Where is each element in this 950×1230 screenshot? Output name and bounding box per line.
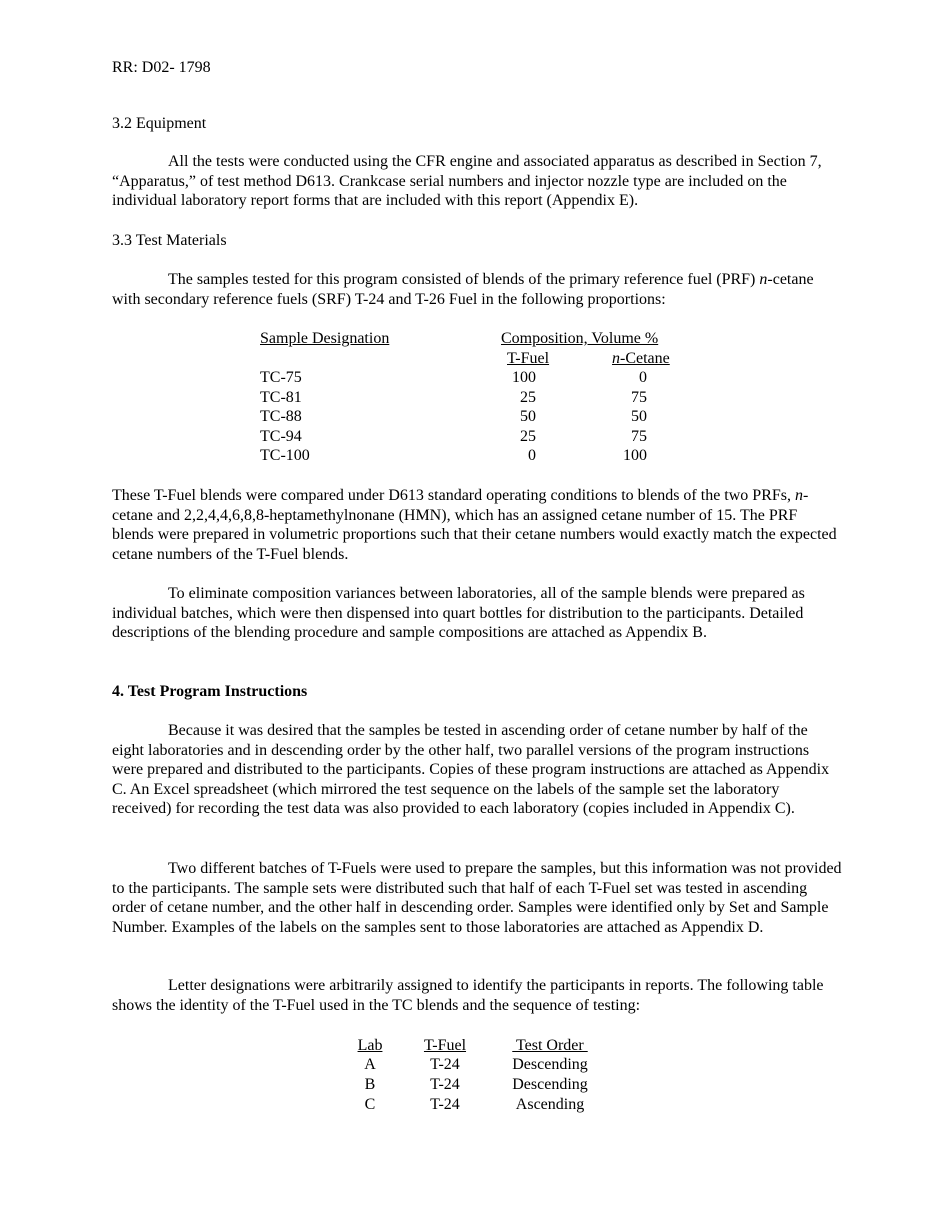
lab-letter: C [364,1096,376,1113]
col-header-composition: Composition, Volume % [501,330,659,347]
test-order: Descending [512,1076,588,1093]
col-header-lab: Lab [357,1037,383,1054]
tfuel-value: 0 [528,447,536,464]
section-4-paragraph-2: Two different batches of T-Fuels were used to prepare the samples, but this information was not provided to the participants. The sample sets were distributed such that half of each T-Fuel set was tested in ascending order of cetane number, and the other half in descending order. Samples were identified only by Set and Sample Number. Examples of the labels on the samples sent to those laboratories are attached as Appendix D. [112,860,842,936]
section-3-2-heading: 3.2 Equipment [112,115,207,132]
test-order: Descending [512,1056,588,1073]
cetane-value: 100 [623,447,647,464]
sample-name: TC-100 [260,447,310,464]
section-4-paragraph-3: Letter designations were arbitrarily assigned to identify the participants in reports. The following table shows the identity of the T-Fuel used in the TC blends and the sequence of testing: [112,977,824,1014]
col-header-sample-designation: Sample Designation [260,330,390,347]
section-3-3-heading: 3.3 Test Materials [112,232,227,249]
section-3-2-paragraph: All the tests were conducted using the CFR engine and associated apparatus as described in Section 7, “Apparatus,” of test method D613. Crankcase serial numbers and injector nozzle type are included on the individual laboratory report forms that are included with this report (Appendix E). [112,153,822,209]
test-order: Ascending [515,1096,585,1113]
tfuel-value: 50 [520,408,536,425]
col-header-tfuel: T-Fuel [507,350,550,367]
section-3-3-paragraph: The samples tested for this program consisted of blends of the primary reference fuel (PRF) n-cetane with secondary reference fuels (SRF) T-24 and T-26 Fuel in the following proportions: [112,271,814,308]
sample-name: TC-88 [260,408,302,425]
sample-name: TC-81 [260,389,302,406]
section-3-3-blending-paragraph: To eliminate composition variances between laboratories, all of the sample blends were prepared as individual batches, which were then dispensed into quart bottles for distribution to the participants. Detailed descriptions of the blending procedure and sample compositions are attached as Appendix B. [112,585,805,641]
tfuel-id: T-24 [430,1056,460,1073]
tfuel-value: 25 [520,389,536,406]
tfuel-value: 25 [520,428,536,445]
col-header-test-order: Test Order [512,1037,588,1054]
lab-letter: B [364,1076,376,1093]
sample-name: TC-94 [260,428,302,445]
col-header-tfuel: T-Fuel [423,1037,467,1054]
section-4-heading: 4. Test Program Instructions [112,683,308,700]
cetane-value: 75 [631,389,647,406]
tfuel-id: T-24 [430,1096,460,1113]
tfuel-value: 100 [512,369,536,386]
section-3-3-comparison-paragraph: These T-Fuel blends were compared under D613 standard operating conditions to blends of the two PRFs, n-cetane and 2,2,4,4,6,8,8-heptamethylnonane (HMN), which has an assigned cetane number of 15. The PRF blends were prepared in volumetric proportions such that their cetane numbers would exactly match the expected cetane numbers of the T-Fuel blends. [112,487,837,563]
lab-letter: A [364,1056,376,1073]
cetane-value: 0 [639,369,647,386]
section-4-paragraph-1: Because it was desired that the samples be tested in ascending order of cetane number by half of the eight laboratories and in descending order by the other half, two parallel versions of the program instructions were prepared and distributed to the participants. Copies of these program instructions are attached as Appendix C. An Excel spreadsheet (which mirrored the test sequence on the labels of the sample set the laboratory received) for recording the test data was also provided to each laboratory (copies included in Appendix C). [112,722,830,817]
tfuel-id: T-24 [430,1076,460,1093]
sample-name: TC-75 [260,369,302,386]
cetane-value: 50 [631,408,647,425]
col-header-n-cetane: n-Cetane [612,350,670,367]
report-reference: RR: D02- 1798 [112,59,211,76]
cetane-value: 75 [631,428,647,445]
